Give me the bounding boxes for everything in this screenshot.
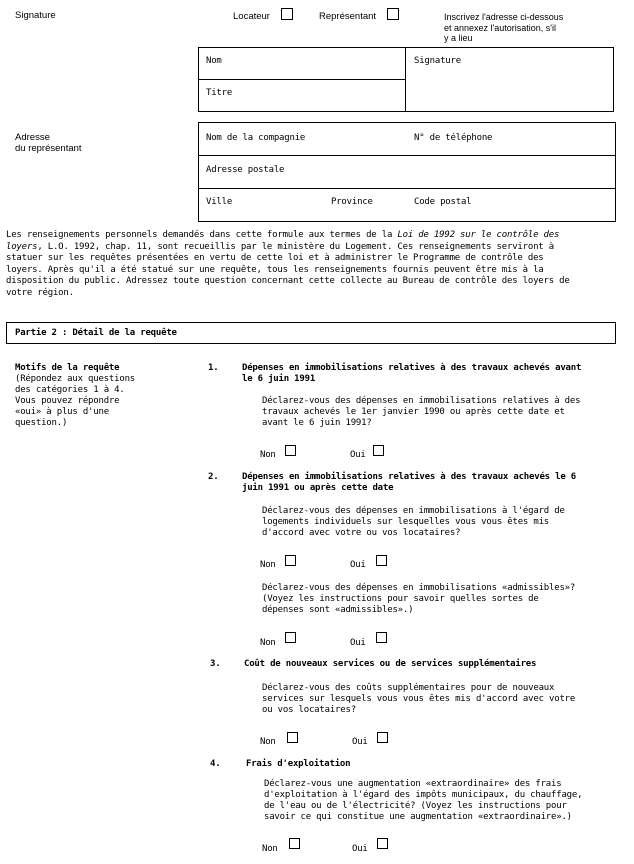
signature-field[interactable]: Signature xyxy=(414,56,461,66)
item-title xyxy=(244,659,536,670)
question-line: dépenses sont «admissibles».) xyxy=(262,605,414,615)
question-line: Déclarez-vous des dépenses en immobilisations relatives à des xyxy=(262,396,581,406)
address-label: Adresse xyxy=(15,132,50,143)
motifs-line: question.) xyxy=(15,418,68,428)
part2-header: Partie 2 : Détail de la requête xyxy=(15,328,177,338)
representant-label: Représentant xyxy=(319,11,377,22)
privacy-line: disposition du public. Adressez toute question concernant cette collecte au Bureau de contrôle des loyers de xyxy=(6,276,570,286)
non-label: Non xyxy=(260,560,276,570)
item-number: 2. xyxy=(208,472,219,482)
question-text xyxy=(262,583,575,616)
non-checkbox[interactable] xyxy=(285,632,296,643)
question-line: d'accord avec votre ou vos locataires? xyxy=(262,528,461,538)
signature-box-hdivider xyxy=(198,79,406,80)
oui-checkbox[interactable] xyxy=(376,632,387,643)
law-title: Loi de 1992 sur le contrôle des xyxy=(397,230,560,240)
titre-field[interactable]: Titre xyxy=(206,88,233,98)
non-checkbox[interactable] xyxy=(287,732,298,743)
oui-checkbox[interactable] xyxy=(377,732,388,743)
question-line: services sur lesquels vous vous êtes mis d'accord avec votre xyxy=(262,694,576,704)
representant-checkbox[interactable] xyxy=(387,8,399,20)
non-checkbox[interactable] xyxy=(285,445,296,456)
signature-instructions xyxy=(444,12,563,44)
question-text xyxy=(264,779,582,823)
item-title-line: Frais d'exploitation xyxy=(246,759,351,769)
question-line: Déclarez-vous une augmentation «extraordinaire» des frais xyxy=(264,779,562,789)
question-line: logements individuels sur lesquelles vous vous êtes mis xyxy=(262,517,550,527)
privacy-notice xyxy=(6,230,620,299)
privacy-line: votre région. xyxy=(6,287,74,298)
question-line: Déclarez-vous des dépenses en immobilisations à l'égard de xyxy=(262,506,565,516)
signature-section-label: Signature xyxy=(15,10,56,21)
non-label: Non xyxy=(260,737,276,747)
question-line: travaux achevés le 1er janvier 1990 ou après cette date et xyxy=(262,407,565,417)
non-label: Non xyxy=(260,638,276,648)
privacy-text: Les renseignements personnels demandés dans cette formule aux termes de la xyxy=(6,230,398,240)
instruction-line: et annexez l'autorisation, s'il xyxy=(444,22,556,33)
motifs-instructions xyxy=(15,363,135,429)
question-line: d'exploitation à l'égard des impôts municipaux, du chauffage, xyxy=(264,790,583,800)
city-field[interactable]: Ville xyxy=(206,197,233,207)
nom-field[interactable]: Nom xyxy=(206,56,222,66)
locateur-checkbox[interactable] xyxy=(281,8,293,20)
oui-label: Oui xyxy=(350,638,366,648)
non-checkbox[interactable] xyxy=(285,555,296,566)
item-title xyxy=(246,759,350,770)
address-sublabel: du représentant xyxy=(15,143,82,154)
privacy-line: statuer sur les requêtes présentées en vertu de cette loi et à administrer le Programme de contrôle des xyxy=(6,253,544,263)
instruction-line: Inscrivez l'adresse ci-dessous xyxy=(444,12,564,22)
item-title xyxy=(242,472,576,494)
item-title-line: Dépenses en immobilisations relatives à des travaux achevés avant xyxy=(242,363,582,373)
question-line: savoir ce qui constitue une augmentation «extraordinaire».) xyxy=(264,812,572,822)
oui-label: Oui xyxy=(350,450,366,460)
non-label: Non xyxy=(260,450,276,460)
question-line: de l'eau ou de l'électricité? (Voyez les instructions pour xyxy=(264,801,567,811)
item-title-line: le 6 juin 1991 xyxy=(242,374,316,384)
question-line: ou vos locataires? xyxy=(262,705,356,715)
question-text xyxy=(262,506,565,539)
question-text xyxy=(262,396,580,429)
item-title-line: Dépenses en immobilisations relatives à des travaux achevés le 6 xyxy=(242,472,576,482)
instruction-line: y a lieu xyxy=(444,33,473,43)
non-label: Non xyxy=(262,844,278,854)
phone-field[interactable]: N° de téléphone xyxy=(414,133,493,143)
postal-code-field[interactable]: Code postal xyxy=(414,197,472,207)
question-text xyxy=(262,683,575,716)
item-number: 1. xyxy=(208,363,219,373)
privacy-text: , L.O. 1992, chap. 11, sont recueillis par le ministère du Logement. Ces renseignements serviront à xyxy=(37,241,554,252)
motifs-line: (Répondez aux questions xyxy=(15,374,136,384)
oui-label: Oui xyxy=(352,844,368,854)
oui-checkbox[interactable] xyxy=(373,445,384,456)
oui-label: Oui xyxy=(352,737,368,747)
oui-checkbox[interactable] xyxy=(377,838,388,849)
item-title-line: Coût de nouveaux services ou de services supplémentaires xyxy=(244,659,537,669)
item-title xyxy=(242,363,581,385)
motifs-title: Motifs de la requête xyxy=(15,363,120,373)
province-field[interactable]: Province xyxy=(331,197,373,207)
motifs-line: «oui» à plus d'une xyxy=(15,407,109,417)
motifs-line: des catégories 1 à 4. xyxy=(15,385,125,395)
oui-label: Oui xyxy=(350,560,366,570)
privacy-line: loyers. Après qu'il a été statué sur une requête, tous les renseignements fournis peuvent être mis à la xyxy=(6,264,544,275)
question-line: (Voyez les instructions pour savoir quelles sortes de xyxy=(262,594,539,604)
question-line: Déclarez-vous des coûts supplémentaires pour de nouveaux xyxy=(262,683,555,693)
question-line: Déclarez-vous des dépenses en immobilisations «admissibles»? xyxy=(262,583,576,593)
company-field[interactable]: Nom de la compagnie xyxy=(206,133,306,143)
locateur-label: Locateur xyxy=(233,11,270,22)
item-title-line: juin 1991 ou après cette date xyxy=(242,483,394,493)
postal-address-field[interactable]: Adresse postale xyxy=(206,165,285,175)
law-title: loyers xyxy=(6,241,38,252)
oui-checkbox[interactable] xyxy=(376,555,387,566)
item-number: 4. xyxy=(210,759,221,769)
non-checkbox[interactable] xyxy=(289,838,300,849)
address-row-divider xyxy=(198,188,616,189)
address-row-divider xyxy=(198,155,616,156)
motifs-line: Vous pouvez répondre xyxy=(15,396,120,406)
question-line: avant le 6 juin 1991? xyxy=(262,418,372,428)
item-number: 3. xyxy=(210,659,221,669)
